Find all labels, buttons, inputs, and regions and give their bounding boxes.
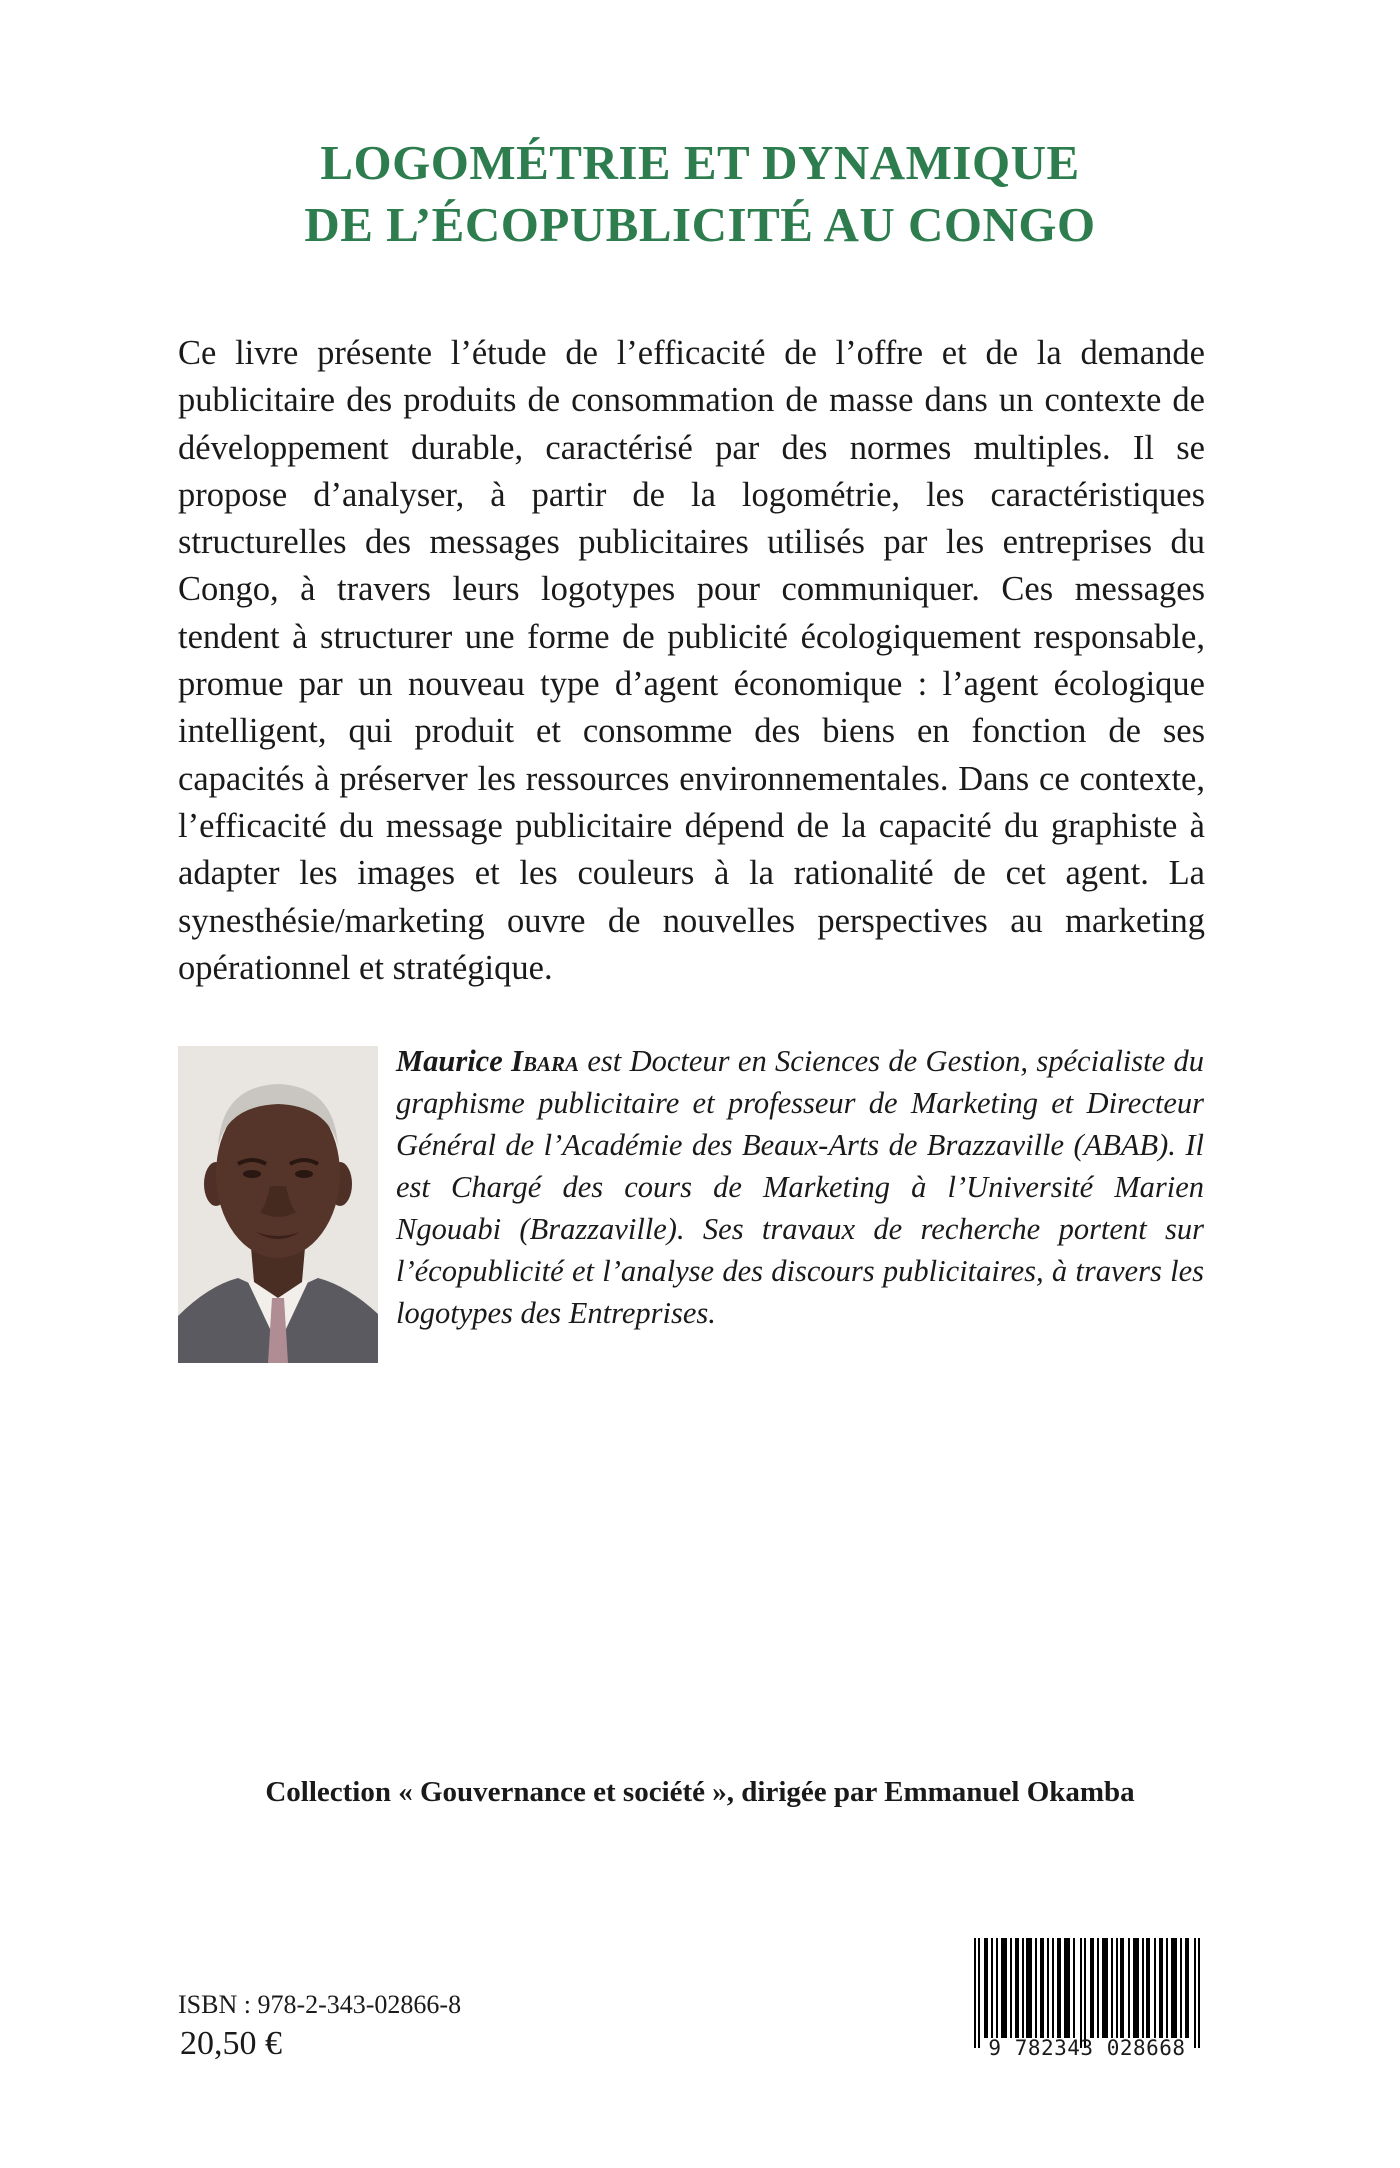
book-title-line-1: LOGOMÉTRIE ET DYNAMIQUE [320, 135, 1080, 190]
author-first-name: Maurice [396, 1044, 503, 1078]
isbn: ISBN : 978-2-343-02866-8 [178, 1990, 462, 2019]
barcode-digits: 9 782343 028668 [988, 2036, 1186, 2060]
book-title [0, 132, 1400, 256]
price: 20,50 € [180, 2025, 282, 2062]
book-summary: Ce livre présente l’étude de l’efficacité de l’offre et de la demande publicitaire des produits de consommation de masse dans un contexte de développement durable, caractérisé par des normes multiples. Il se propose d’analyser, à partir de la logométrie, les caractéristiques structurelles des messages publicitaires utilisés par les entreprises du Congo, à travers leurs logotypes pour communiquer. Ces messages tendent à structurer une forme de publicité écologiquement responsable, promue par un nouveau type d’agent économique : l’agent écologique intelligent, qui produit et consomme des biens en fonction de ses capacités à préserver les ressources environnementales. Dans ce contexte, l’efficacité du message publicitaire dépend de la capacité du graphiste à adapter les images et les couleurs à la rationalité de cet agent. La synesthésie/marketing ouvre de nouvelles perspectives au marketing opérationnel et stratégique. [178, 334, 1205, 987]
collection-line: Collection « Gouvernance et société », dirigée par Emmanuel Okamba [265, 1776, 1135, 1808]
author-bio-text: est Docteur en Sciences de Gestion, spécialiste du graphisme publicitaire et professeur de Marketing et Directeur Général de l’Académie des Beaux-Arts de Brazzaville (ABAB). Il est Chargé des cours de Marketing à l’Université Marien Ngouabi (Brazzaville). Ses travaux de recherche portent sur l’écopublicité et l’analyse des discours publicitaires, à travers les logotypes des Entreprises. [396, 1044, 1204, 1330]
author-photo [178, 1046, 378, 1363]
author-last-name: Ibara [511, 1044, 580, 1078]
author-bio [396, 1040, 1204, 1334]
book-title-line-2: DE L’ÉCOPUBLICITÉ AU CONGO [304, 197, 1096, 252]
